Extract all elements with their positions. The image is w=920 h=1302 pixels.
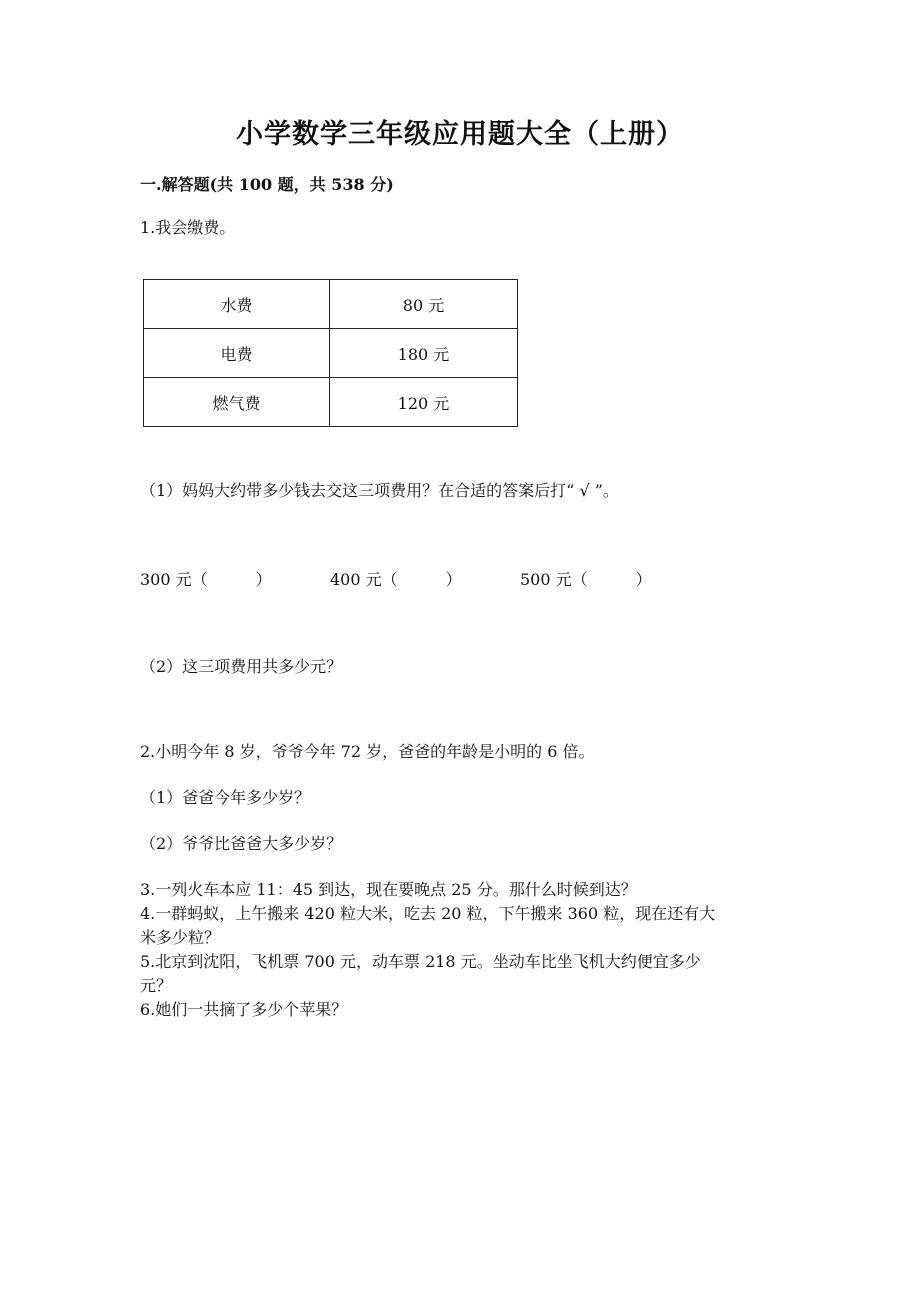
question-5-line-2: 元？: [140, 976, 173, 995]
question-1-stem: 1.我会缴费。: [140, 218, 236, 237]
fee-item: 燃气费: [144, 378, 330, 427]
question-2-part-2: （2）爷爷比爸爸大多少岁？: [140, 834, 343, 853]
answer-option-300[interactable]: 300 元（ ）: [140, 570, 272, 589]
table-row: [144, 280, 518, 329]
question-3: 3.一列火车本应 11：45 到达，现在要晚点 25 分。那什么时候到达？: [140, 880, 637, 899]
page-title: 小学数学三年级应用题大全（上册）: [236, 119, 684, 150]
table-row: [144, 329, 518, 378]
fee-table: [143, 279, 518, 427]
question-4-line-1: 4.一群蚂蚁，上午搬来 420 粒大米，吃去 20 粒，下午搬来 360 粒，现在还有大: [140, 904, 716, 923]
fee-item: 水费: [144, 280, 330, 329]
question-5-line-1: 5.北京到沈阳，飞机票 700 元，动车票 218 元。坐动车比坐飞机大约便宜多少: [140, 952, 701, 971]
question-2-stem: 2.小明今年 8 岁，爷爷今年 72 岁，爸爸的年龄是小明的 6 倍。: [140, 742, 595, 761]
question-1-part-2: （2）这三项费用共多少元？: [140, 657, 343, 676]
question-4-line-2: 米多少粒？: [140, 928, 221, 947]
question-6: 6.她们一共摘了多少个苹果？: [140, 1000, 348, 1019]
fee-amount: 120 元: [330, 378, 518, 427]
answer-option-400[interactable]: 400 元（ ）: [330, 570, 462, 589]
answer-option-500[interactable]: 500 元（ ）: [520, 570, 652, 589]
table-row: [144, 378, 518, 427]
question-2-part-1: （1）爸爸今年多少岁？: [140, 788, 311, 807]
section-heading: 一.解答题(共 100 题，共 538 分): [140, 175, 394, 194]
question-1-part-1: （1）妈妈大约带多少钱去交这三项费用？在合适的答案后打“ √ ”。: [140, 481, 619, 500]
fee-amount: 180 元: [330, 329, 518, 378]
fee-amount: 80 元: [330, 280, 518, 329]
fee-item: 电费: [144, 329, 330, 378]
